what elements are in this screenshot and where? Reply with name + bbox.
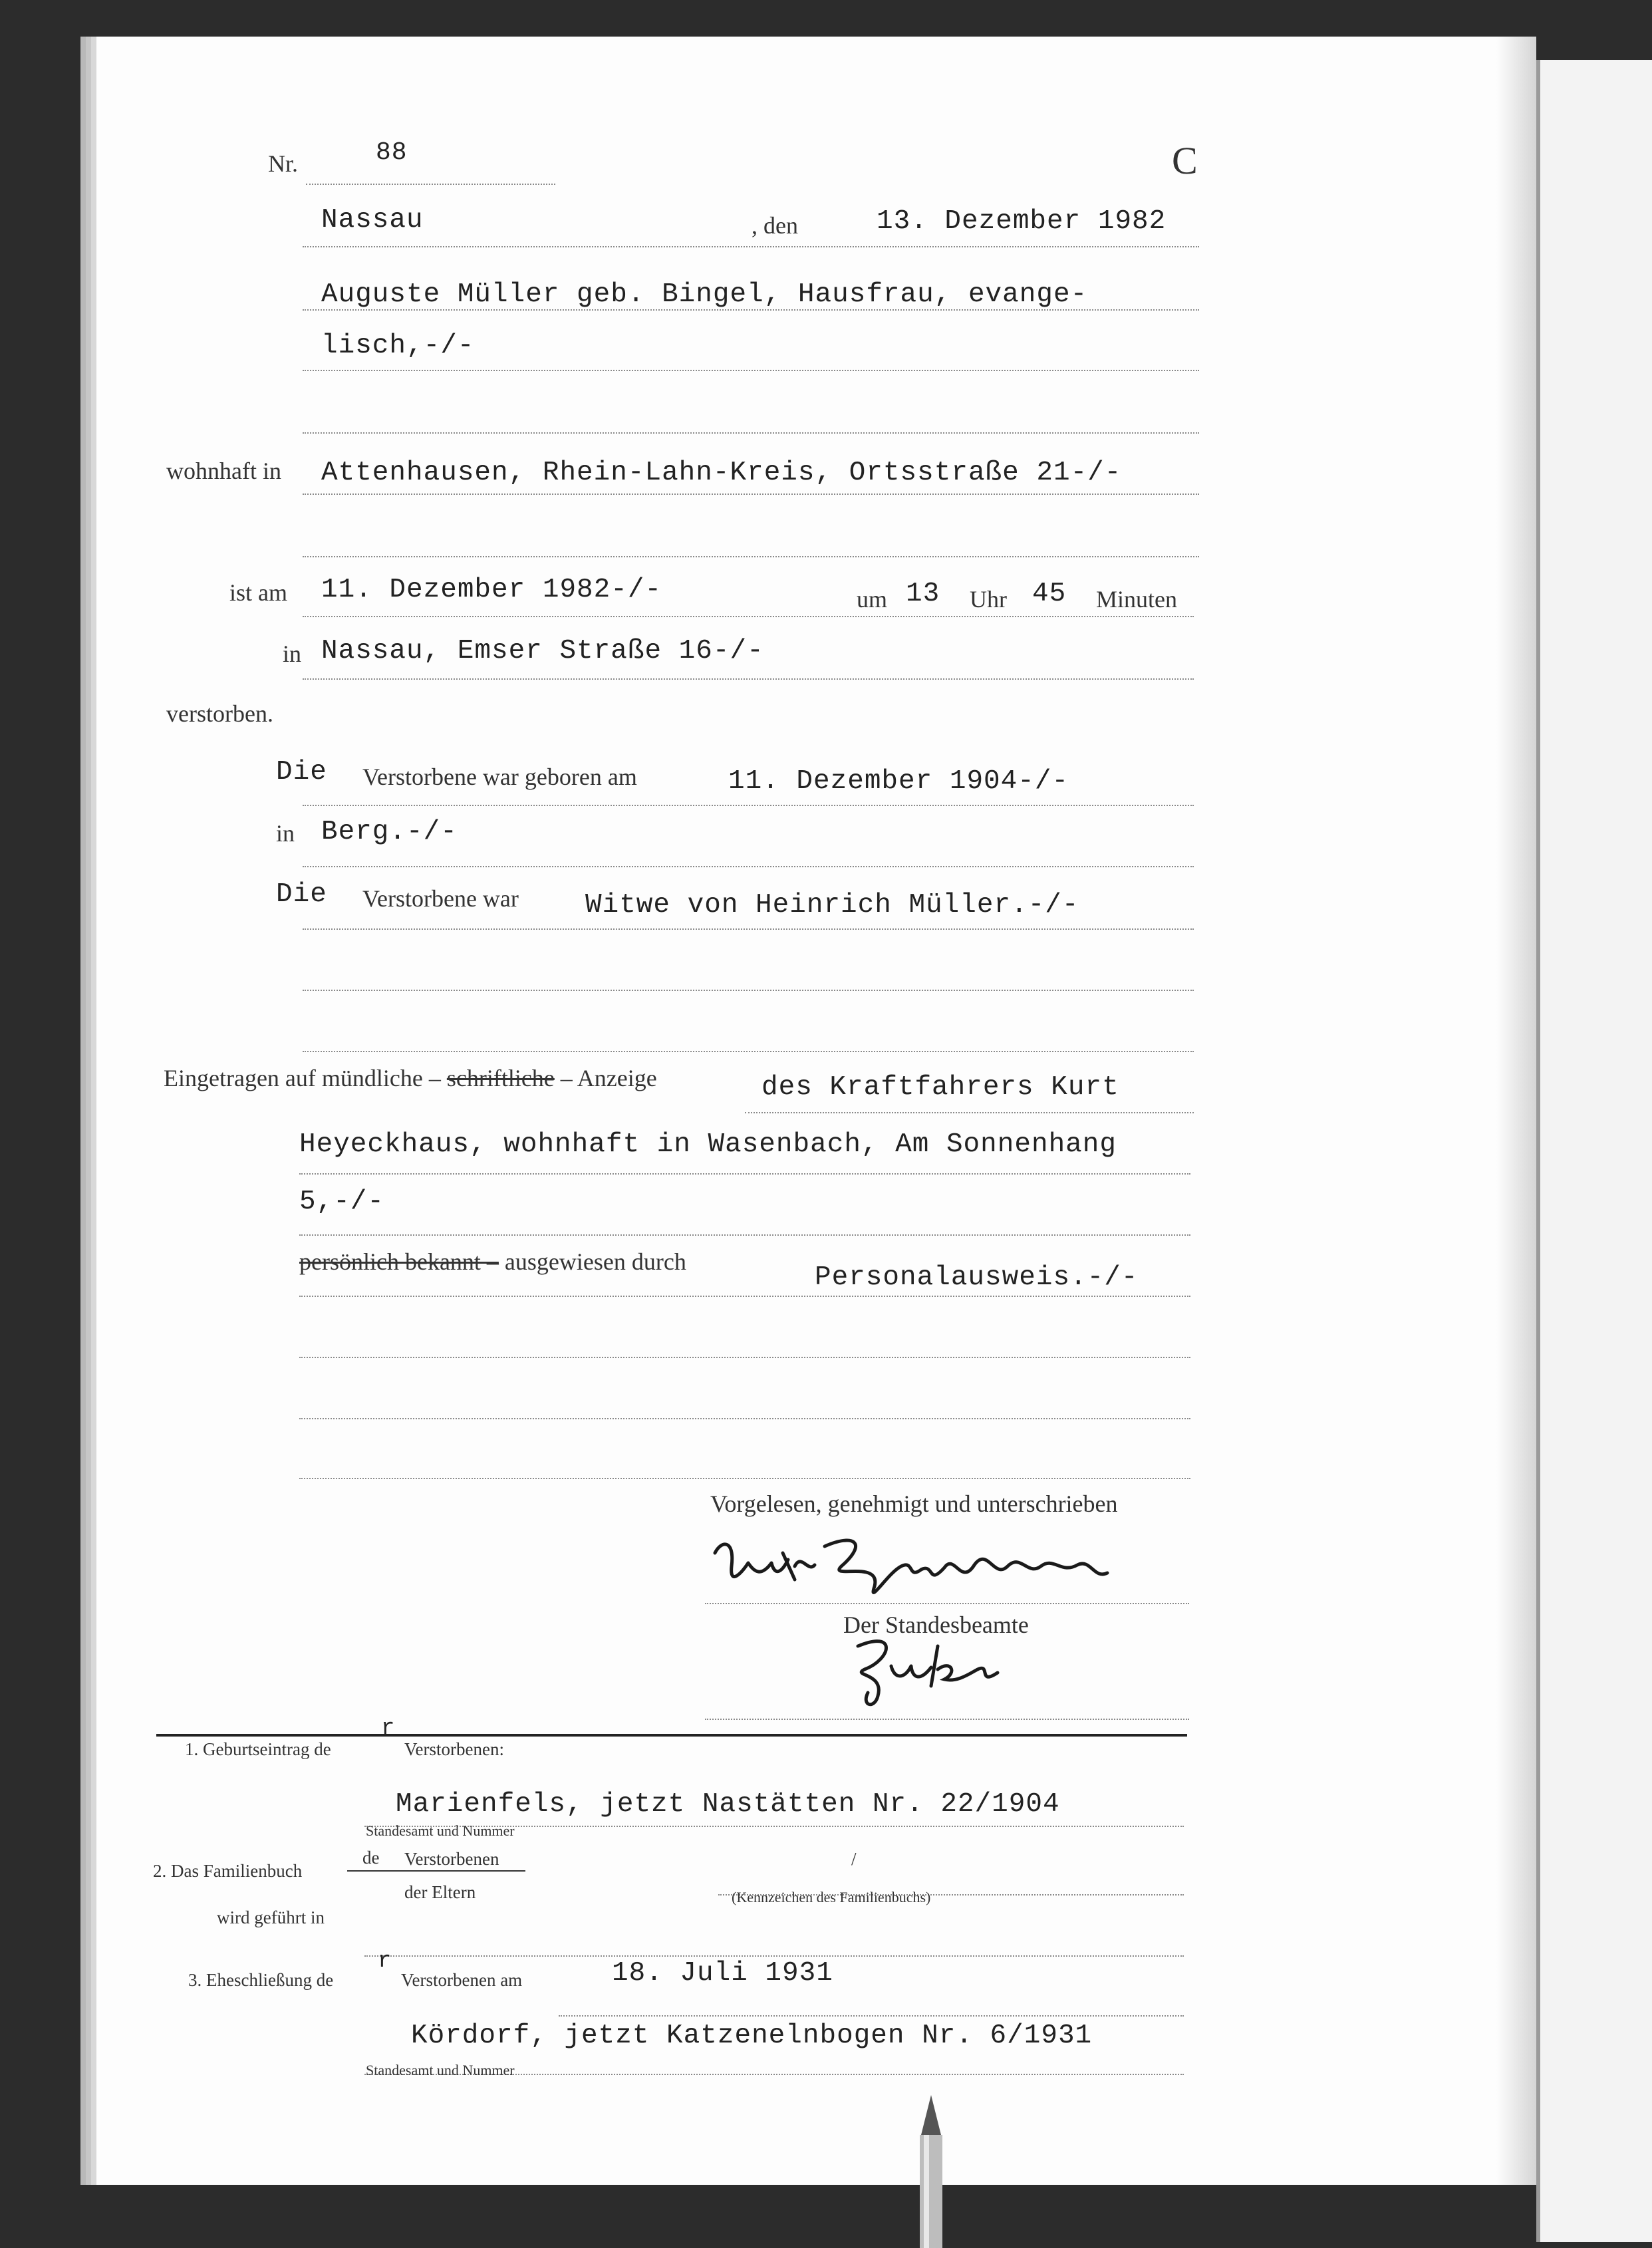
fn1-label-post: Verstorbenen: [404, 1739, 504, 1759]
residence-label: wohnhaft in [166, 458, 281, 484]
fn2-label-pre: 2. Das Familienbuch [153, 1861, 303, 1881]
official-signature [838, 1633, 1024, 1713]
fn1-superscript: r [381, 1716, 395, 1741]
death-hour: 13 [906, 579, 940, 609]
person-line-3-rule [303, 432, 1199, 434]
birth-die: Die [276, 757, 327, 787]
report-label: Eingetragen auf mündliche – schriftliche – Anzeige [164, 1065, 657, 1091]
residence-rule [303, 493, 1199, 495]
facing-page-edge [1536, 60, 1652, 2242]
birth-place-rule [303, 866, 1194, 867]
fn2-caption: (Kennzeichen des Familienbuchs) [732, 1889, 931, 1905]
ident-rule [299, 1296, 1190, 1297]
death-in-label: in [283, 640, 302, 667]
minuten-label: Minuten [1096, 586, 1177, 613]
residence-value: Attenhausen, Rhein-Lahn-Kreis, Ortsstraße 21-/- [321, 458, 1122, 488]
death-minutes: 45 [1032, 579, 1067, 609]
fn2-rule-2 [364, 1955, 1184, 1957]
official-rule [705, 1719, 1189, 1720]
place-value: Nassau [321, 205, 424, 235]
status-rule [303, 928, 1194, 930]
death-date: 11. Dezember 1982-/- [321, 575, 662, 605]
blank-rule-1 [299, 1357, 1190, 1358]
ident-value: Personalausweis.-/- [815, 1262, 1139, 1293]
report-line-3-rule [299, 1234, 1190, 1236]
fn2-label-line2: wird geführt in [217, 1907, 325, 1927]
residence-rule-2 [303, 556, 1199, 557]
fn3-superscript: r [378, 1949, 392, 1974]
report-line-1-rule [745, 1112, 1194, 1113]
document-page [96, 37, 1533, 2185]
fn2-slash: / [851, 1849, 857, 1869]
birth-label: Verstorbene war geboren am [362, 764, 637, 790]
status-rule-2 [303, 990, 1194, 991]
fn3-label-post: Verstorbenen am [401, 1970, 523, 1990]
death-place-rule [303, 678, 1194, 680]
fn3-place: Kördorf, jetzt Katzenelnbogen Nr. 6/1931 [411, 2021, 1093, 2051]
person-line-2: lisch,-/- [321, 331, 475, 361]
signer-rule [705, 1603, 1189, 1604]
ist-am-label: ist am [229, 579, 287, 606]
fn1-value: Marienfels, jetzt Nastätten Nr. 22/1904 [396, 1789, 1060, 1820]
read-approved-label: Vorgelesen, genehmigt und unterschrieben [710, 1490, 1118, 1517]
fn2-option-upper: Verstorbenen [404, 1849, 499, 1869]
official-label: Der Standesbeamte [843, 1612, 1029, 1638]
fn3-date: 18. Juli 1931 [612, 1958, 833, 1989]
birth-in-label: in [276, 820, 295, 847]
uhr-label: Uhr [970, 586, 1007, 613]
date-value: 13. Dezember 1982 [877, 206, 1167, 237]
fn3-caption: Standesamt und Nummer [366, 2062, 515, 2078]
verstorben-label: verstorben. [166, 700, 273, 727]
page-gutter [1496, 37, 1536, 2185]
register-letter: C [1172, 139, 1198, 182]
fn2-fraction-rule [347, 1870, 525, 1872]
birth-date-rule [303, 805, 1194, 806]
fn1-label-pre: 1. Geburtseintrag de [185, 1739, 331, 1759]
footnote-separator [156, 1734, 1187, 1737]
status-die: Die [276, 879, 327, 910]
person-line-1: Auguste Müller geb. Bingel, Hausfrau, evange- [321, 279, 1088, 310]
den-label: , den [752, 212, 798, 239]
status-value: Witwe von Heinrich Müller.-/- [585, 890, 1079, 920]
person-line-1-rule [303, 309, 1199, 311]
fn2-de: de [362, 1848, 380, 1868]
nr-label: Nr. [268, 150, 298, 177]
pen-tip [908, 2095, 954, 2248]
death-date-rule [303, 616, 1194, 617]
blank-rule-2 [299, 1418, 1190, 1419]
report-line-1: des Kraftfahrers Kurt [761, 1072, 1119, 1103]
fn2-option-lower: der Eltern [404, 1882, 476, 1902]
birth-place: Berg.-/- [321, 817, 458, 847]
person-line-2-rule [303, 370, 1199, 371]
fn3-date-rule [559, 2015, 1184, 2017]
report-line-2: Heyeckhaus, wohnhaft in Wasenbach, Am Sonnenhang [299, 1129, 1117, 1160]
fn3-label-pre: 3. Eheschließung de [188, 1970, 334, 1990]
birth-date: 11. Dezember 1904-/- [728, 766, 1069, 797]
status-rule-3 [303, 1051, 1194, 1052]
fn1-caption: Standesamt und Nummer [366, 1822, 515, 1839]
nr-value: 88 [376, 138, 408, 167]
report-line-3: 5,-/- [299, 1187, 385, 1217]
ident-label: persönlich bekannt – ausgewiesen durch [299, 1248, 686, 1275]
place-date-line [303, 246, 1199, 247]
signer-signature [708, 1526, 1134, 1613]
um-label: um [857, 586, 888, 613]
status-label: Verstorbene war [362, 885, 519, 912]
report-line-2-rule [299, 1173, 1190, 1175]
death-place: Nassau, Emser Straße 16-/- [321, 636, 764, 666]
blank-rule-3 [299, 1478, 1190, 1479]
nr-line [306, 184, 555, 185]
